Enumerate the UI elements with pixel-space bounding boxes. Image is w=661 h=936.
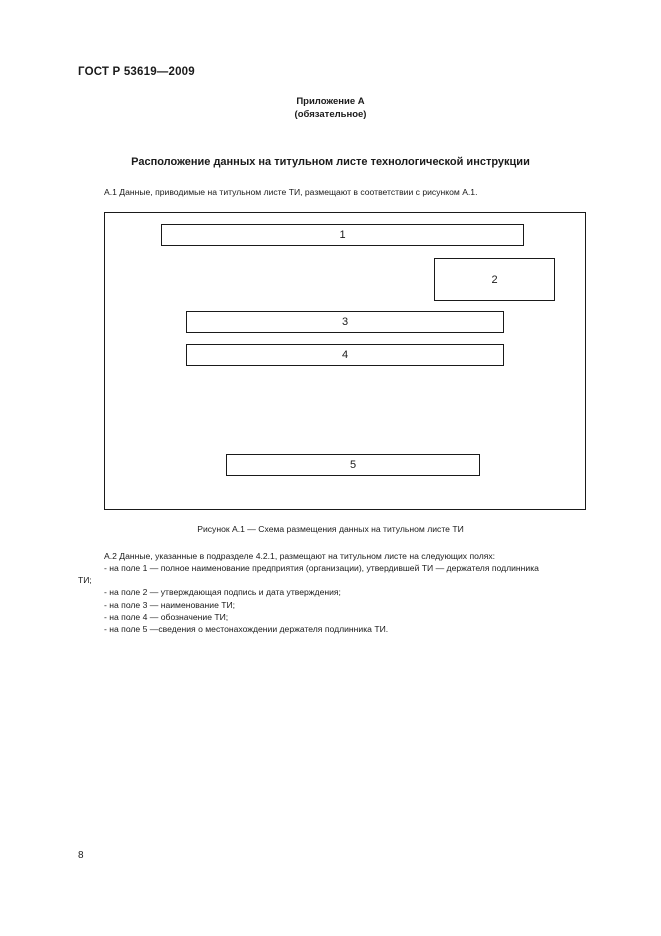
paragraph-a1: А.1 Данные, приводимые на титульном листе ТИ, размещают в соответствии с рисунком А.1.	[104, 187, 478, 197]
field-2-box: 2	[434, 258, 555, 301]
field-5-box: 5	[226, 454, 480, 476]
list-item-field-2: - на поле 2 — утверждающая подпись и дата утверждения;	[104, 587, 341, 597]
document-code: ГОСТ Р 53619—2009	[78, 66, 195, 78]
list-item-field-1-continuation: ТИ;	[78, 575, 92, 585]
annex-title: Приложение А	[296, 96, 365, 107]
list-item-field-1: - на поле 1 — полное наименование предприятия (организации), утвердившей ТИ — держателя подлинника	[104, 563, 539, 573]
list-item-field-3: - на поле 3 — наименование ТИ;	[104, 600, 236, 610]
section-title: Расположение данных на титульном листе технологической инструкции	[131, 156, 530, 168]
annex-status: (обязательное)	[294, 109, 367, 120]
list-item-field-5: - на поле 5 —сведения о местонахождении держателя подлинника ТИ.	[104, 624, 389, 634]
field-1-box: 1	[161, 224, 524, 246]
page-number: 8	[78, 850, 84, 861]
field-3-box: 3	[186, 311, 504, 333]
paragraph-a2-intro: А.2 Данные, указанные в подразделе 4.2.1, размещают на титульном листе на следующих полях:	[104, 551, 496, 561]
list-item-field-4: - на поле 4 — обозначение ТИ;	[104, 612, 229, 622]
field-4-box: 4	[186, 344, 504, 366]
figure-caption: Рисунок А.1 — Схема размещения данных на титульном листе ТИ	[197, 524, 464, 534]
